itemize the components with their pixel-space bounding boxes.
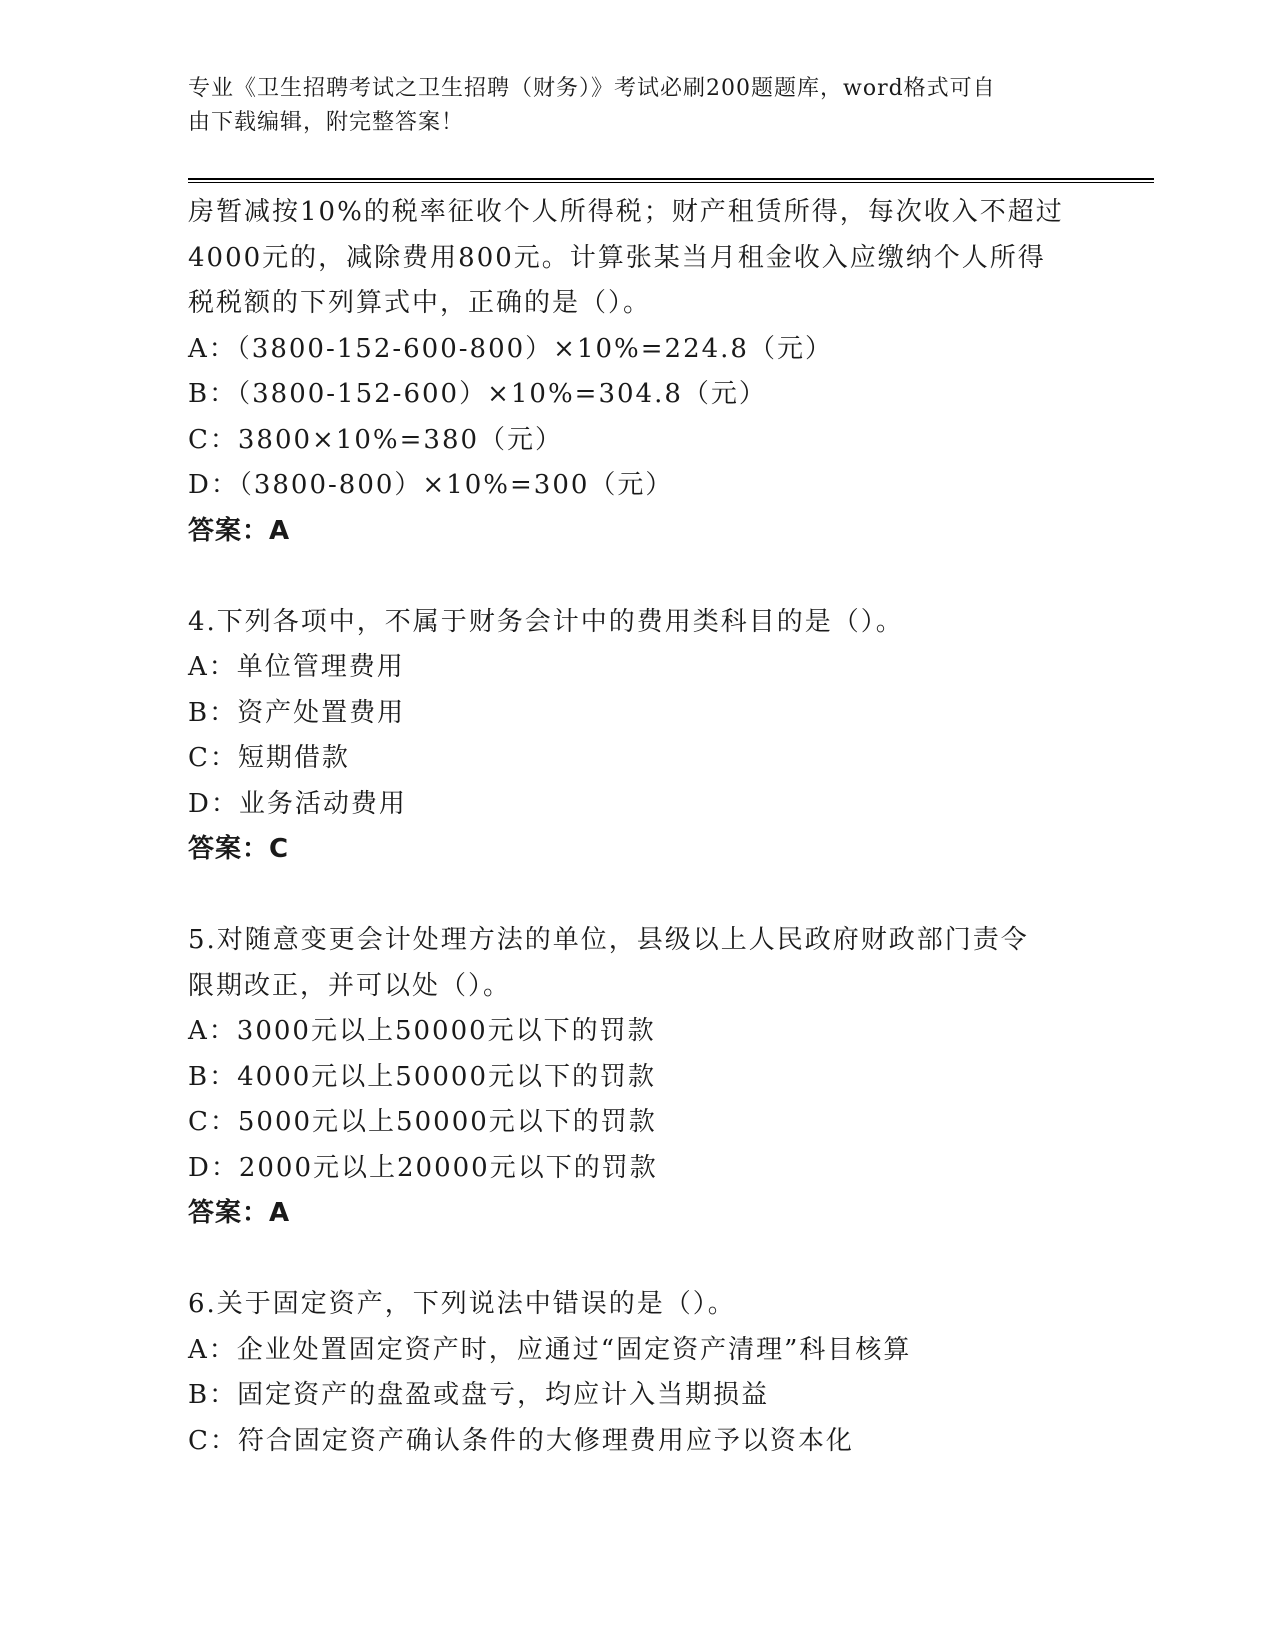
question-4-option-d: D：业务活动费用 [188,788,407,819]
question-3-stem-line-2: 4000元的，减除费用800元。计算张某当月租金收入应缴纳个人所得 [188,242,1046,273]
question-3-option-b: B：（3800-152-600）×10%=304.8（元） [188,379,767,409]
question-5-stem-line-1: 5.对随意变更会计处理方法的单位，县级以上人民政府财政部门责令 [188,925,1029,955]
question-5-option-d: D：2000元以上20000元以下的罚款 [188,1152,658,1183]
question-3-stem-line-1: 房暂减按10%的税率征收个人所得税；财产租赁所得，每次收入不超过 [188,197,1064,227]
question-4-option-c: C：短期借款 [188,743,350,773]
spacer [188,554,1088,600]
question-3 [188,190,1088,554]
question-4-option-a: A：单位管理费用 [188,652,405,682]
question-6-stem: 6.关于固定资产，下列说法中错误的是（）。 [188,1289,736,1319]
spacer [188,1237,1088,1283]
spacer [188,873,1088,919]
question-5 [188,918,1088,1237]
question-6 [188,1282,1088,1464]
question-5-option-c: C：5000元以上50000元以下的罚款 [188,1107,657,1137]
question-3-stem-line-3: 税税额的下列算式中，正确的是（）。 [188,288,652,318]
question-3-option-a: A：（3800-152-600-800）×10%=224.8（元） [188,333,833,364]
question-6-option-a: A：企业处置固定资产时，应通过“固定资产清理”科目核算 [188,1334,912,1365]
question-5-option-b: B：4000元以上50000元以下的罚款 [188,1061,656,1092]
question-5-answer: 答案：A [188,1198,291,1228]
question-4 [188,600,1088,873]
question-3-option-c: C：3800×10%=380（元） [188,424,564,455]
question-4-answer: 答案：C [188,834,290,864]
question-3-option-d: D：（3800-800）×10%=300（元） [188,470,674,500]
document-header [188,72,1088,140]
question-5-stem-line-2: 限期改正，并可以处（）。 [188,970,512,1001]
header-line-2: 由下载编辑，附完整答案！ [188,110,465,135]
question-6-option-b: B：固定资产的盘盈或盘亏，均应计入当期损益 [188,1380,770,1410]
question-4-stem: 4.下列各项中，不属于财务会计中的费用类科目的是（）。 [188,606,904,637]
question-3-answer: 答案：A [188,515,291,546]
question-5-option-a: A：3000元以上50000元以下的罚款 [188,1016,656,1046]
header-divider [188,178,1154,183]
question-6-option-c: C：符合固定资产确认条件的大修理费用应予以资本化 [188,1425,854,1456]
question-list [188,190,1088,1464]
header-line-1: 专业《卫生招聘考试之卫生招聘（财务）》考试必刷200题题库，word格式可自 [188,76,996,101]
question-4-option-b: B：资产处置费用 [188,697,406,728]
